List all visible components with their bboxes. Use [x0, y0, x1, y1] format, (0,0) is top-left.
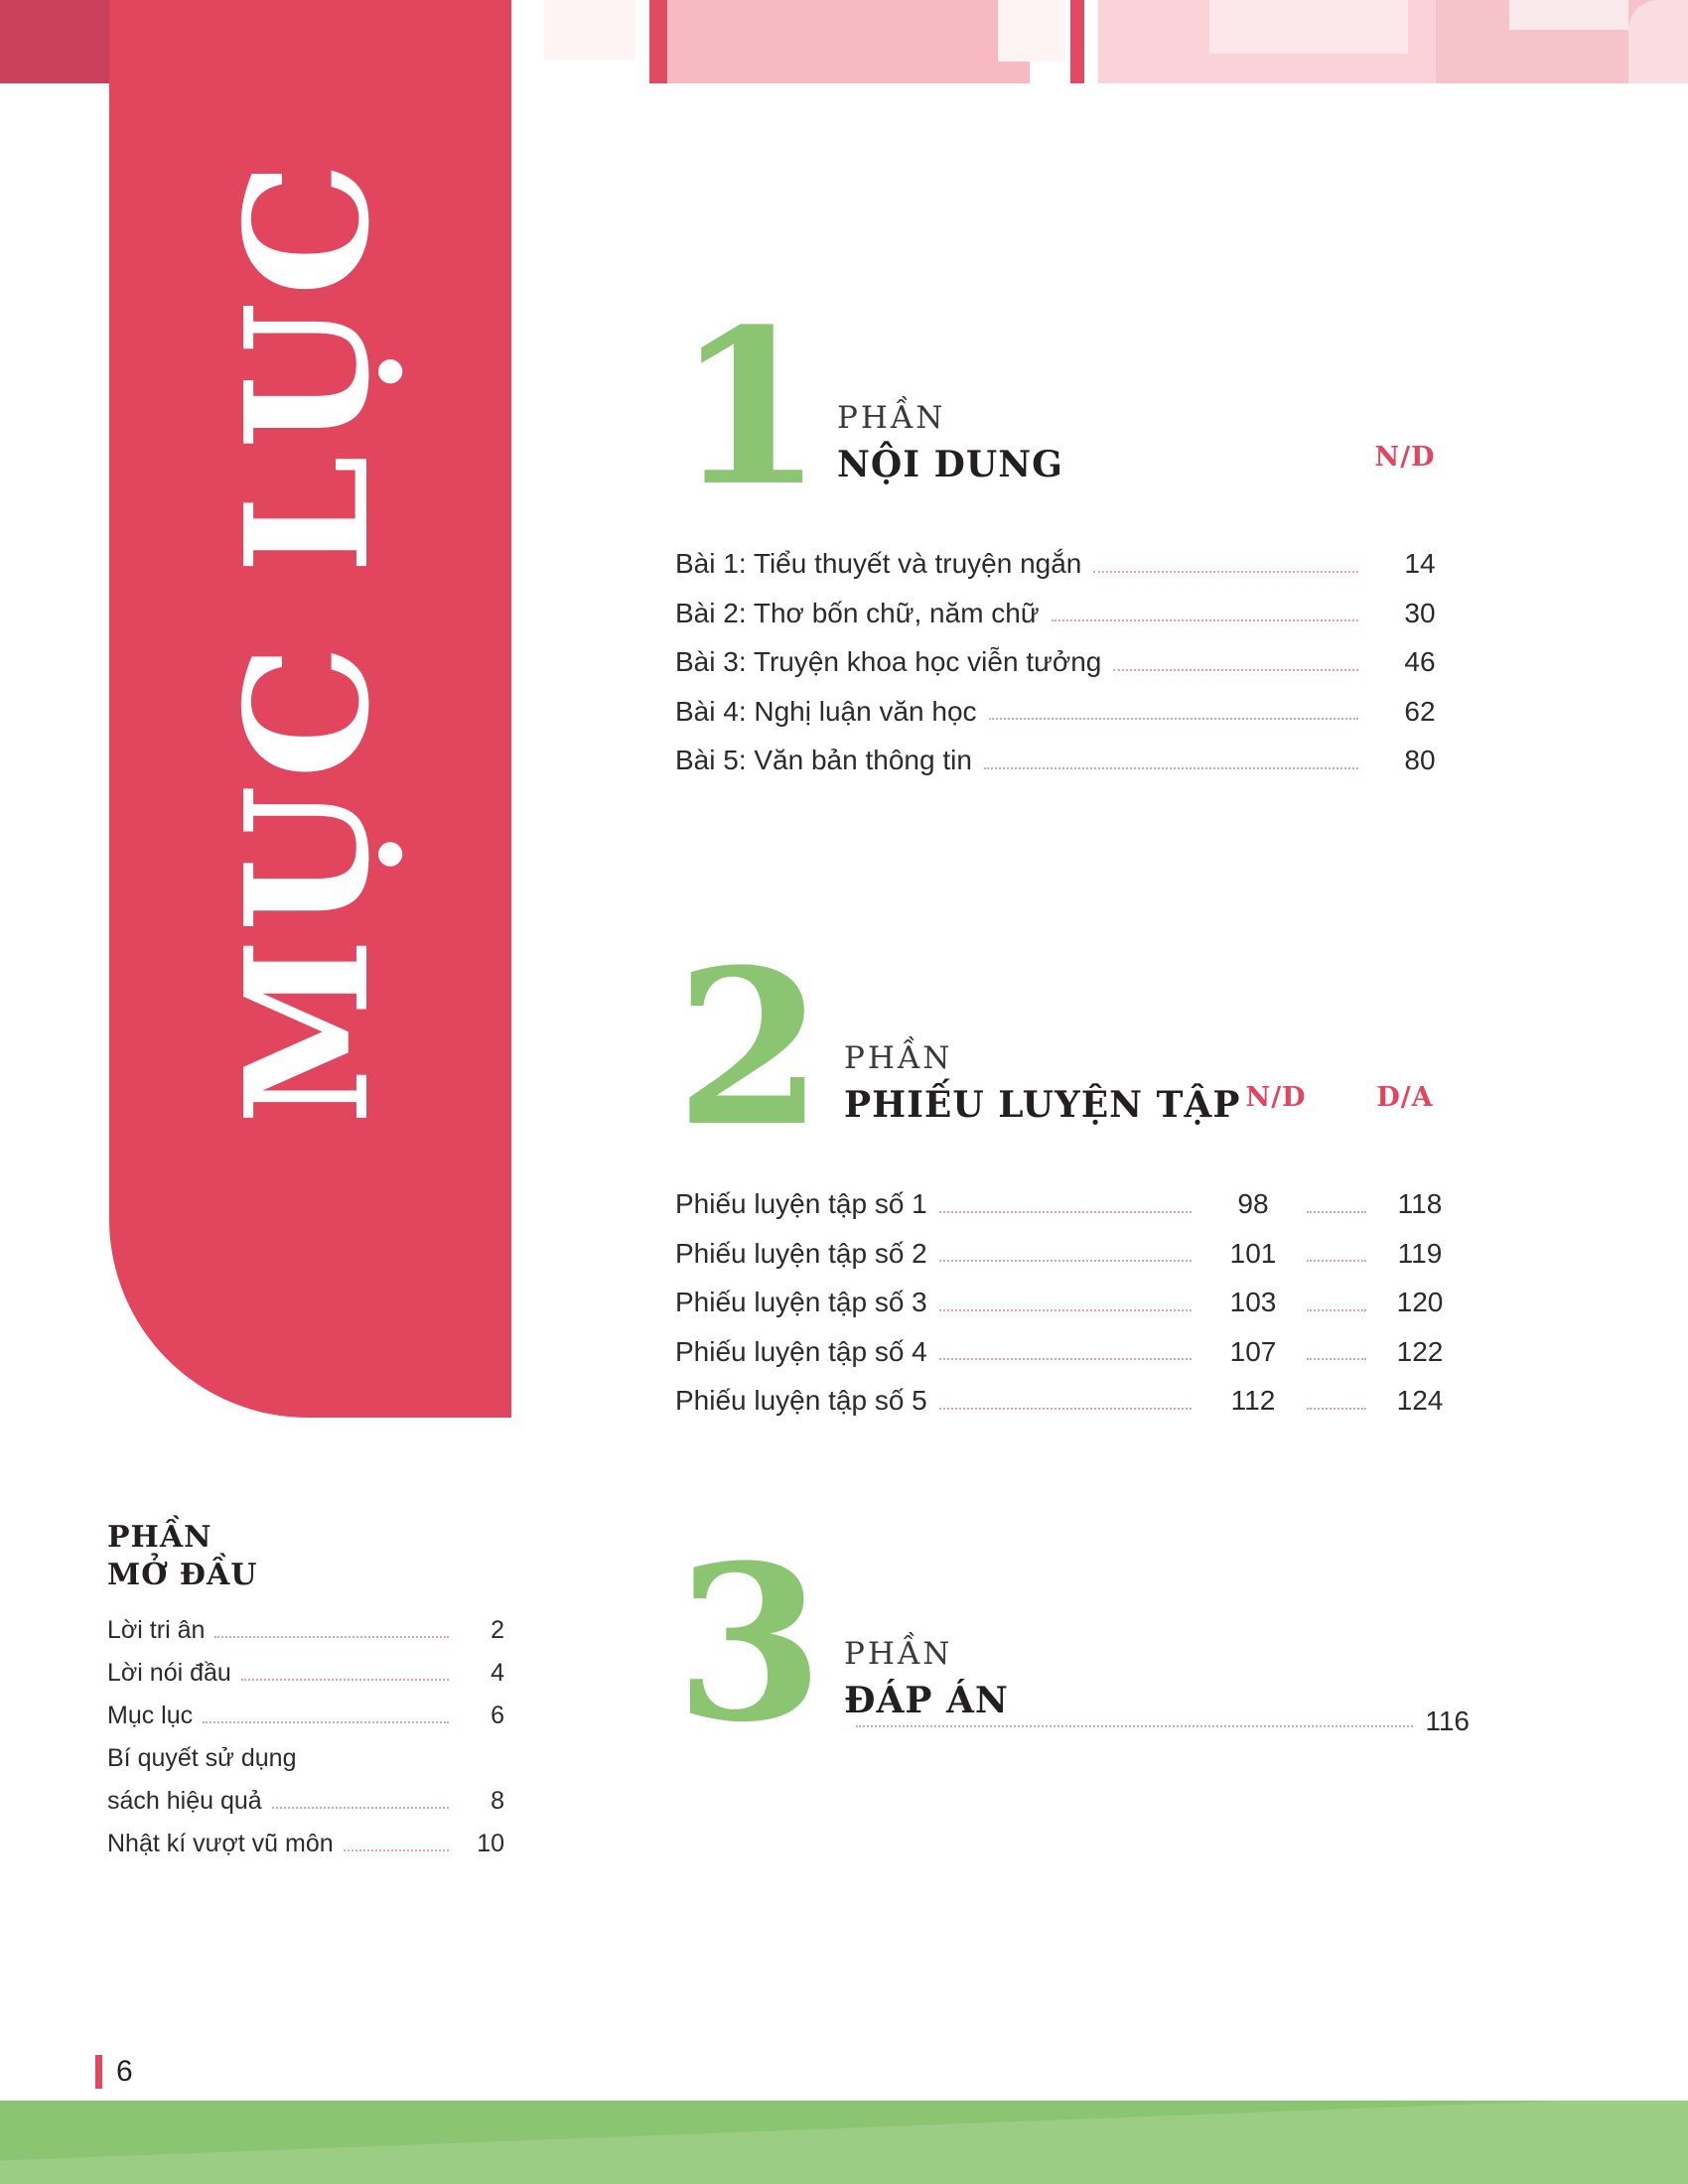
row-page-nd: 116: [1425, 1706, 1470, 1736]
footer-accent-bar: [95, 2055, 102, 2089]
section-rows: [675, 1187, 1470, 1418]
title-banner-content: [109, 0, 511, 1418]
band-block-pale-1: [544, 0, 635, 60]
intro-toc-list: [107, 1615, 504, 1858]
table-row[interactable]: [675, 695, 1470, 729]
row-label: Phiếu luyện tập số 3: [675, 1287, 927, 1318]
list-item[interactable]: [107, 1701, 504, 1730]
column-header-da: D/A: [1376, 1082, 1434, 1113]
band-block-white-3: [1084, 0, 1098, 83]
section-number: 3: [675, 1518, 824, 1769]
footer-band: [0, 2101, 1688, 2184]
band-block-pale-4: [1509, 0, 1628, 30]
row-page-nd: 80: [1404, 745, 1436, 776]
band-block-white-2: [635, 0, 649, 83]
table-row[interactable]: [675, 645, 1470, 679]
row-page-nd: 46: [1404, 646, 1436, 678]
row-page-da: 119: [1397, 1237, 1443, 1269]
table-row[interactable]: [675, 597, 1470, 630]
band-block-pink-1: [667, 0, 1030, 83]
row-page-nd: 103: [1229, 1287, 1277, 1318]
intro-item-page: 10: [477, 1830, 504, 1857]
row-label: Bài 2: Thơ bốn chữ, năm chữ: [675, 597, 1040, 628]
leader-dots: [1113, 669, 1358, 671]
intro-item-page: 6: [491, 1702, 504, 1729]
section-title: PHIẾU LUYỆN TẬP: [844, 1084, 1241, 1127]
row-label: Bài 4: Nghị luận văn học: [675, 695, 977, 727]
intro-item-page: 2: [491, 1616, 504, 1644]
column-headers: [1172, 442, 1470, 473]
intro-item-page: 8: [491, 1787, 504, 1815]
list-item[interactable]: [107, 1658, 504, 1688]
leader-dots: [1093, 571, 1358, 573]
section-header: [675, 1518, 1470, 1777]
intro-kicker: PHẦN: [107, 1520, 212, 1555]
row-label: Phiếu luyện tập số 2: [675, 1237, 927, 1269]
band-block-pale-2: [998, 0, 1065, 62]
leader-dots: [984, 767, 1358, 769]
intro-item-label: Nhật kí vượt vũ môn: [107, 1830, 334, 1857]
row-page-nd: 62: [1404, 695, 1436, 727]
row-label: Bài 3: Truyện khoa học viễn tưởng: [675, 646, 1102, 678]
row-page-nd: 98: [1237, 1188, 1269, 1219]
band-block-red-stripe-2: [1070, 0, 1084, 83]
leader-dots-2: [1307, 1309, 1366, 1311]
section-noi-dung: [675, 282, 1470, 793]
table-row[interactable]: [675, 1187, 1470, 1221]
section-header: [675, 922, 1470, 1181]
intro-section: [107, 1519, 504, 1871]
footer-page-indicator: [95, 2055, 133, 2089]
footer-page-number: 6: [116, 2055, 133, 2088]
row-page-nd: 14: [1404, 548, 1436, 579]
table-row[interactable]: [675, 744, 1470, 777]
leader-dots-2: [1307, 1260, 1366, 1262]
list-item-wrap-line[interactable]: Bí quyết sử dụng: [107, 1744, 297, 1772]
column-header-nd: N/D: [1245, 1082, 1307, 1113]
list-item[interactable]: [107, 1786, 504, 1816]
section-phieu-luyen-tap: [675, 922, 1470, 1433]
row-page-da: 122: [1396, 1335, 1444, 1367]
intro-item-label: Mục lục: [107, 1702, 194, 1729]
row-page-da: 118: [1397, 1188, 1443, 1219]
row-label: Phiếu luyện tập số 1: [675, 1188, 927, 1219]
section-heading-text: [837, 398, 1063, 488]
leader-dots-2: [1307, 1358, 1366, 1360]
row-page-da: 120: [1396, 1287, 1444, 1318]
leader-dots: [203, 1721, 449, 1723]
intro-item-label: Lời nói đầu: [107, 1659, 231, 1687]
leader-dots-2: [1307, 1211, 1366, 1213]
column-headers: [1172, 1082, 1470, 1113]
list-item[interactable]: [107, 1615, 504, 1645]
intro-title: MỞ ĐẦU: [107, 1557, 258, 1592]
column-header-nd: N/D: [1374, 442, 1436, 473]
table-row[interactable]: [675, 1237, 1470, 1271]
section-title: ĐÁP ÁN: [844, 1680, 1009, 1722]
band-block-red-stripe: [649, 0, 667, 83]
section-header: [675, 282, 1470, 541]
row-page-da: 124: [1396, 1385, 1444, 1417]
section-kicker: PHẦN: [844, 1040, 953, 1076]
band-block-red-left: [0, 0, 117, 83]
table-row[interactable]: [844, 1706, 1470, 1737]
row-label: Phiếu luyện tập số 4: [675, 1335, 927, 1367]
intro-item-label: Lời tri ân: [107, 1616, 206, 1644]
table-row[interactable]: [675, 1335, 1470, 1369]
section-number: 1: [675, 282, 824, 533]
row-page-nd: 30: [1404, 597, 1436, 628]
section-kicker: PHẦN: [837, 400, 946, 436]
row-page-nd: 101: [1229, 1237, 1277, 1269]
row-label: Bài 5: Văn bản thông tin: [675, 745, 972, 776]
leader-dots: [939, 1358, 1192, 1360]
list-item[interactable]: [107, 1829, 504, 1858]
section-number: 2: [675, 922, 824, 1173]
table-row[interactable]: [675, 1384, 1470, 1418]
leader-dots: [241, 1679, 449, 1681]
row-label: Bài 1: Tiểu thuyết và truyện ngắn: [675, 548, 1082, 579]
row-page-nd: 107: [1229, 1335, 1277, 1367]
leader-dots-2: [1307, 1408, 1366, 1410]
footer-swoosh: [0, 2101, 1688, 2184]
intro-item-label: sách hiệu quả: [107, 1787, 262, 1815]
banner-divider-line: [541, 223, 545, 1286]
section-rows: [675, 547, 1470, 777]
row-label: Phiếu luyện tập số 5: [675, 1385, 927, 1417]
row-page-nd: 112: [1230, 1385, 1276, 1417]
leader-dots: [939, 1309, 1192, 1311]
leader-dots: [214, 1636, 449, 1638]
page-title: MỤC LỤC: [209, 156, 407, 1126]
leader-dots: [939, 1260, 1192, 1262]
section-kicker: PHẦN: [844, 1636, 953, 1672]
section-title: NỘI DUNG: [837, 444, 1063, 486]
band-block-pale-3: [1209, 0, 1408, 54]
leader-dots: [1052, 619, 1358, 621]
band-block-rounded-corner: [1628, 0, 1688, 83]
table-row[interactable]: [675, 1286, 1470, 1319]
leader-dots: [939, 1211, 1192, 1213]
section-dap-an: [675, 1518, 1470, 1777]
leader-dots: [989, 718, 1358, 720]
intro-item-page: 4: [491, 1659, 504, 1687]
leader-dots: [856, 1725, 1413, 1727]
leader-dots: [272, 1807, 449, 1809]
leader-dots: [939, 1408, 1192, 1410]
table-row[interactable]: [675, 547, 1470, 581]
leader-dots: [344, 1849, 449, 1851]
